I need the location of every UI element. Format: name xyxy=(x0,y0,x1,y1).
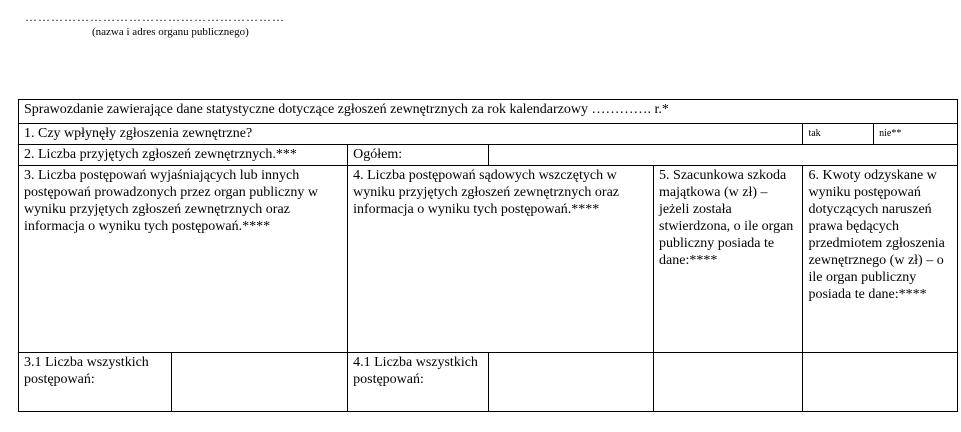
question-5-field[interactable] xyxy=(654,353,803,412)
question-2-total-field[interactable] xyxy=(489,145,958,166)
organ-name-caption: (nazwa i adres organu publicznego) xyxy=(92,26,249,38)
question-3-1-field[interactable] xyxy=(172,353,348,412)
form-title: Sprawozdanie zawierające dane statystyczne dotyczące zgłoszeń zewnętrznych za rok kalendarzowy …………. r.* xyxy=(19,100,958,124)
answer-no[interactable]: nie** xyxy=(874,124,958,145)
question-2-label: 2. Liczba przyjętych zgłoszeń zewnętrznych.*** xyxy=(19,145,348,166)
question-3-label: 3. Liczba postępowań wyjaśniających lub innych postępowań prowadzonych przez organ publiczny w wyniku przyjętych zgłoszeń zewnętrznych oraz informacja o wyniku tych postępowań.**** xyxy=(19,166,348,353)
question-1-label: 1. Czy wpłynęły zgłoszenia zewnętrzne? xyxy=(19,124,803,145)
question-4-1-field[interactable] xyxy=(489,353,654,412)
question-4-1-label: 4.1 Liczba wszystkich postępowań: xyxy=(348,353,489,412)
question-3-1-label: 3.1 Liczba wszystkich postępowań: xyxy=(19,353,172,412)
answer-yes[interactable]: tak xyxy=(803,124,874,145)
question-2-total-label: Ogółem: xyxy=(348,145,489,166)
question-5-label: 5. Szacunkowa szkoda majątkowa (w zł) – jeżeli została stwierdzona, o ile organ publiczny posiada te dane:**** xyxy=(654,166,803,353)
question-4-label: 4. Liczba postępowań sądowych wszczętych w wyniku przyjętych zgłoszeń zewnętrznych oraz informacja o wyniku tych postępowań.**** xyxy=(348,166,654,353)
organ-name-dotted-line: …………………………………………………… xyxy=(25,10,285,24)
statistics-report-form xyxy=(18,99,958,412)
question-6-label: 6. Kwoty odzyskane w wyniku postępowań dotyczących naruszeń prawa będących przedmiotem zgłoszenia zewnętrznego (w zł) – o ile organ publiczny posiada te dane:**** xyxy=(803,166,958,353)
question-6-field[interactable] xyxy=(803,353,958,412)
